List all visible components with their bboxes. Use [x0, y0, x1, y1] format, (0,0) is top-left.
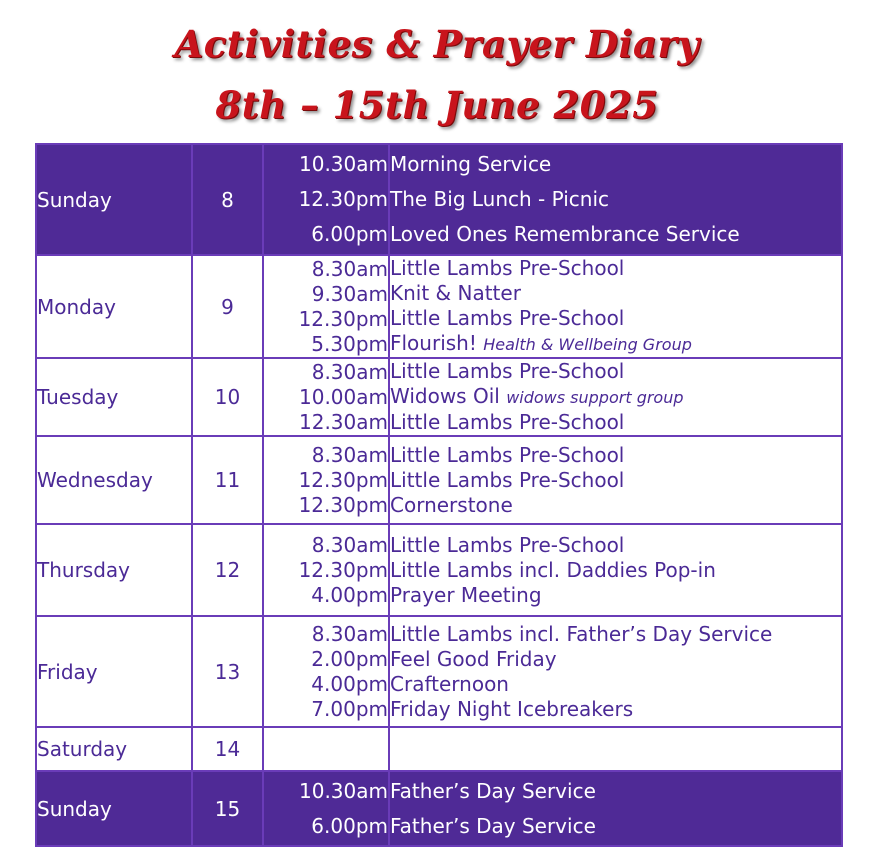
activity-name: Widows Oil — [390, 384, 500, 408]
activities-cell — [389, 255, 842, 358]
date-range-subtitle: 8th – 15th June 2025 — [215, 83, 659, 127]
activity-item — [390, 147, 841, 182]
activity-name: Friday Night Icebreakers — [390, 696, 634, 721]
activities-cell — [389, 616, 842, 727]
activity-name: Father’s Day Service — [390, 778, 596, 803]
activities-cell — [389, 358, 842, 436]
activity-item — [390, 672, 841, 697]
times-cell — [263, 358, 389, 436]
times-cell — [263, 144, 389, 255]
day-name: Thursday — [36, 524, 192, 616]
activity-item — [390, 647, 841, 672]
day-name: Tuesday — [36, 358, 192, 436]
event-time: 12.30pm — [298, 306, 388, 331]
activities-cell — [389, 727, 842, 771]
event-time: 4.00pm — [311, 671, 388, 696]
activity-name: Little Lambs incl. Daddies Pop-in — [390, 557, 716, 582]
event-time: 12.30am — [299, 409, 388, 434]
times-cell — [263, 524, 389, 616]
activities-cell — [389, 144, 842, 255]
activity-item — [390, 583, 841, 608]
activities-cell — [389, 524, 842, 616]
event-time: 12.30pm — [298, 557, 388, 582]
activity-name: Flourish! — [390, 331, 477, 355]
event-time: 9.30am — [311, 281, 388, 306]
activity-name: Little Lambs Pre-School — [390, 442, 625, 467]
activity-name: Morning Service — [390, 152, 552, 176]
day-name: Monday — [36, 255, 192, 358]
day-name: Sunday — [36, 144, 192, 255]
activities-cell — [389, 436, 842, 524]
day-date: 15 — [192, 771, 263, 846]
activity-name: Prayer Meeting — [390, 582, 542, 607]
activity-name: Crafternoon — [390, 671, 509, 696]
day-date: 11 — [192, 436, 263, 524]
event-time: 12.30pm — [298, 492, 388, 517]
day-date: 12 — [192, 524, 263, 616]
day-row — [36, 255, 842, 358]
event-time: 5.30pm — [311, 331, 388, 356]
activity-name: Little Lambs Pre-School — [390, 359, 625, 383]
event-time: 10.30am — [299, 778, 388, 803]
activity-name: Little Lambs Pre-School — [390, 410, 625, 434]
activity-item — [390, 410, 841, 435]
event-time: 10.00am — [299, 384, 388, 409]
diary-table — [35, 143, 843, 847]
day-row — [36, 358, 842, 436]
activity-item — [390, 558, 841, 583]
activity-item — [390, 468, 841, 493]
day-date: 14 — [192, 727, 263, 771]
event-time: 12.30pm — [298, 187, 388, 211]
activity-item — [390, 359, 841, 384]
day-date: 10 — [192, 358, 263, 436]
page-title: Activities & Prayer Diary — [174, 22, 700, 66]
day-name: Friday — [36, 616, 192, 727]
day-date: 13 — [192, 616, 263, 727]
event-time: 2.00pm — [311, 646, 388, 671]
day-name: Saturday — [36, 727, 192, 771]
activity-note: widows support group — [506, 388, 684, 407]
activity-item — [390, 774, 841, 809]
activity-name: Little Lambs Pre-School — [390, 256, 625, 280]
event-time: 6.00pm — [311, 813, 388, 838]
times-cell — [263, 255, 389, 358]
day-row — [36, 524, 842, 616]
day-row — [36, 727, 842, 771]
activity-item — [390, 331, 841, 357]
event-time: 6.00pm — [311, 222, 388, 246]
activity-name: Little Lambs Pre-School — [390, 467, 625, 492]
activity-item — [390, 533, 841, 558]
activity-item — [390, 493, 841, 518]
activity-name: Knit & Natter — [390, 281, 521, 305]
activity-item — [390, 697, 841, 722]
day-row — [36, 771, 842, 846]
times-cell — [263, 436, 389, 524]
activity-name: Loved Ones Remembrance Service — [390, 222, 740, 246]
day-row — [36, 144, 842, 255]
activity-note: Health & Wellbeing Group — [483, 335, 692, 354]
times-cell — [263, 771, 389, 846]
activity-name: Feel Good Friday — [390, 646, 557, 671]
activity-item — [390, 281, 841, 306]
activity-item — [390, 306, 841, 331]
activity-item — [390, 809, 841, 844]
day-date: 9 — [192, 255, 263, 358]
activity-name: Little Lambs Pre-School — [390, 306, 625, 330]
day-name: Wednesday — [36, 436, 192, 524]
activity-name: Father’s Day Service — [390, 813, 596, 838]
activity-item — [390, 256, 841, 281]
activity-name: The Big Lunch - Picnic — [390, 187, 610, 211]
event-time: 7.00pm — [311, 696, 388, 721]
event-time: 8.30am — [311, 621, 388, 646]
activity-item — [390, 384, 841, 410]
activity-name: Cornerstone — [390, 492, 513, 517]
activity-item — [390, 443, 841, 468]
day-date: 8 — [192, 144, 263, 255]
day-row — [36, 616, 842, 727]
event-time: 4.00pm — [311, 582, 388, 607]
event-time: 8.30am — [311, 256, 388, 281]
event-time: 8.30am — [311, 442, 388, 467]
event-time: 10.30am — [299, 152, 388, 176]
day-row — [36, 436, 842, 524]
activity-item — [390, 182, 841, 217]
activities-cell — [389, 771, 842, 846]
event-time: 8.30am — [311, 532, 388, 557]
event-time: 12.30pm — [298, 467, 388, 492]
event-time: 8.30am — [311, 359, 388, 384]
day-name: Sunday — [36, 771, 192, 846]
activity-item — [390, 217, 841, 252]
activity-name: Little Lambs incl. Father’s Day Service — [390, 621, 773, 646]
times-cell — [263, 616, 389, 727]
activity-name: Little Lambs Pre-School — [390, 532, 625, 557]
times-cell — [263, 727, 389, 771]
activity-item — [390, 622, 841, 647]
